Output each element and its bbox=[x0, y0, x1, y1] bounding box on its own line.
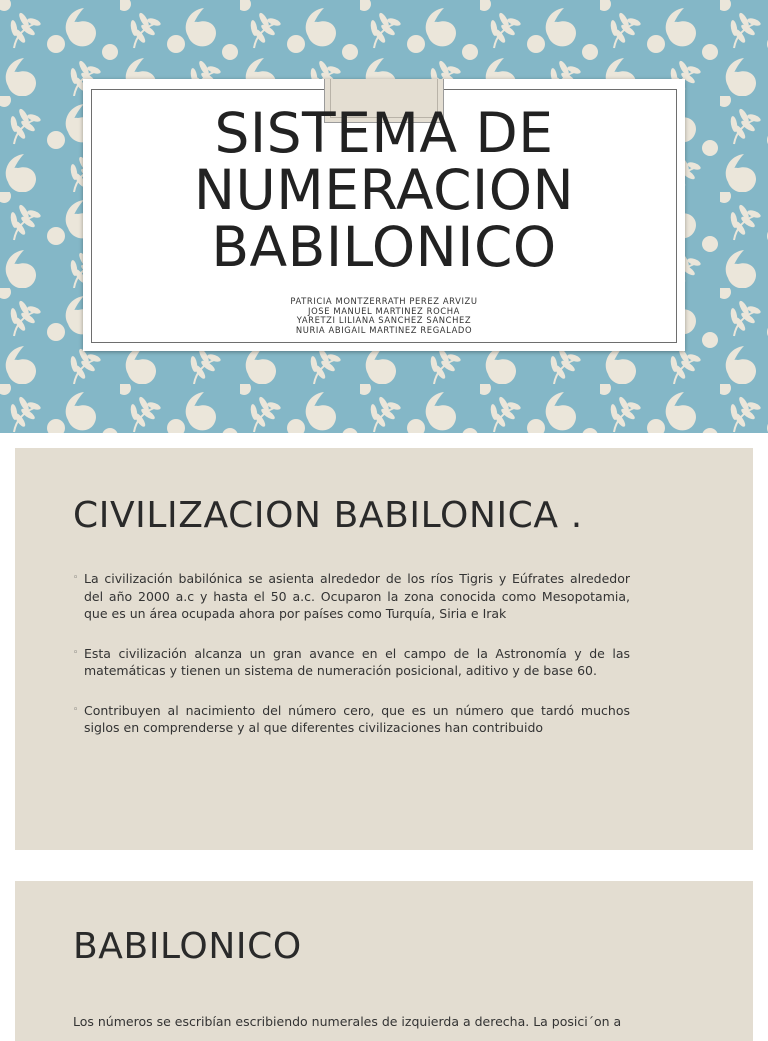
list-item bbox=[73, 702, 630, 737]
content-slide-babilonico bbox=[15, 881, 753, 1041]
title-line: SISTEMA DE bbox=[214, 101, 554, 165]
bullet-list bbox=[73, 570, 630, 759]
bullet-text: Esta civilización alcanza un gran avance en el campo de la Astronomía y de las matemáticas y tienen un sistema de numeración posicional, aditivo y de base 60. bbox=[84, 645, 630, 678]
list-item bbox=[73, 570, 630, 623]
author-name: YARETZI LILIANA SANCHEZ SANCHEZ bbox=[296, 315, 472, 326]
slide-heading: BABILONICO bbox=[73, 926, 302, 967]
author-name: JOSE MANUEL MARTINEZ ROCHA bbox=[308, 305, 460, 316]
bullet-icon: ◦ bbox=[73, 573, 79, 583]
title-slide bbox=[0, 0, 768, 433]
bullet-icon: ◦ bbox=[73, 647, 79, 658]
content-slide-civilizacion bbox=[15, 448, 753, 850]
bullet-text: Contribuyen al nacimiento del número cero, que es un número que tardó muchos siglos en comprenderse y al que diferentes civilizaciones han contribuido bbox=[84, 702, 630, 735]
title-line: NUMERACION bbox=[193, 158, 575, 222]
bullet-icon: ◦ bbox=[73, 704, 79, 715]
author-name: PATRICIA MONTZERRATH PEREZ ARVIZU bbox=[290, 296, 478, 306]
body-text: Los números se escribían escribiendo numerales de izquierda a derecha. La posici´on a bbox=[73, 1014, 622, 1029]
author-name: NURIA ABIGAIL MARTINEZ REGALADO bbox=[295, 324, 473, 335]
authors-list bbox=[83, 297, 685, 335]
presentation-title bbox=[83, 101, 685, 279]
title-card bbox=[83, 79, 685, 351]
bullet-text: La civilización babilónica se asienta alrededor de los ríos Tigris y Eúfrates alrededor del año 2000 a.c y hasta el 50 a.c. Ocuparon la zona conocida como Mesopotamia, que es un área ocupada ahora por países como Turquía, Siria e Irak bbox=[84, 571, 630, 621]
slide-heading: CIVILIZACION BABILONICA . bbox=[73, 495, 583, 536]
title-line: BABILONICO bbox=[211, 215, 557, 279]
list-item bbox=[73, 645, 630, 680]
